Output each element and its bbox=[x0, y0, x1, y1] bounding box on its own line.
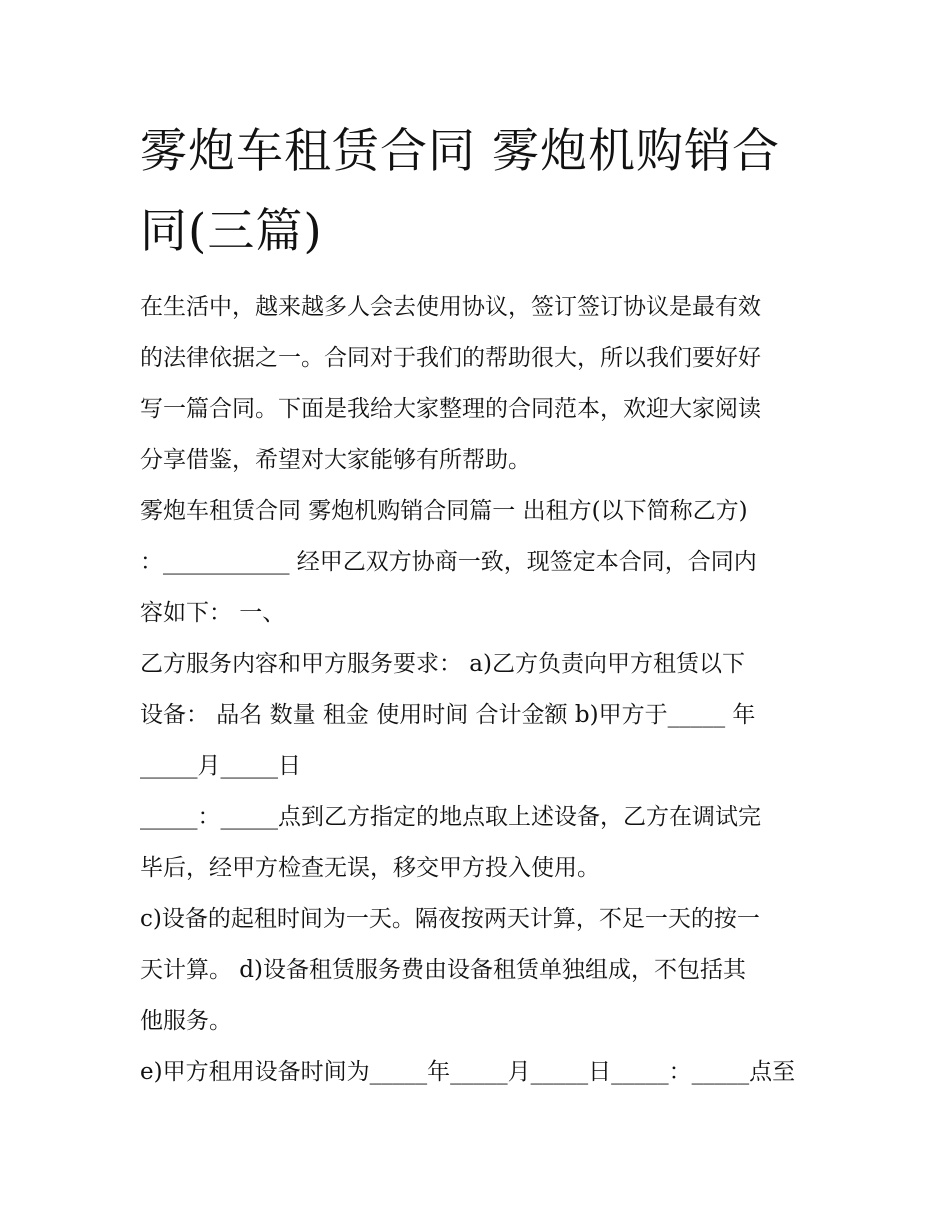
paragraph-rental-period bbox=[140, 1047, 815, 1098]
text-line: 容如下： 一、 bbox=[140, 600, 286, 626]
text-line: c)设备的起租时间为一天。隔夜按两天计算，不足一天的按一 bbox=[140, 906, 760, 932]
text-line: 分享借鉴，希望对大家能够有所帮助。 bbox=[140, 447, 531, 473]
text-line: 雾炮车租赁合同 雾炮机购销合同篇一 出租方(以下简称乙方) bbox=[140, 498, 748, 524]
paragraph-parties bbox=[140, 486, 815, 639]
document-page bbox=[140, 112, 815, 1098]
text-line: 设备： 品名 数量 租金 使用时间 合计金额 b)甲方于_____ 年 bbox=[140, 702, 756, 728]
text-line: e)甲方租用设备时间为_____年_____月_____日_____：_____点至 bbox=[140, 1059, 796, 1085]
text-line: 写一篇合同。下面是我给大家整理的合同范本，欢迎大家阅读 bbox=[140, 396, 761, 422]
document-title bbox=[140, 112, 815, 272]
text-line: 的法律依据之一。合同对于我们的帮助很大，所以我们要好好 bbox=[140, 345, 761, 371]
paragraph-pickup bbox=[140, 792, 815, 894]
text-line: _____月_____日 bbox=[140, 753, 301, 779]
text-line: _____：_____点到乙方指定的地点取上述设备，乙方在调试完 bbox=[140, 804, 761, 830]
title-line: 雾炮车租赁合同 雾炮机购销合 bbox=[140, 124, 780, 179]
paragraph-intro bbox=[140, 282, 815, 486]
text-line: ：___________ 经甲乙双方协商一致，现签定本合同，合同内 bbox=[140, 549, 757, 575]
text-line: 乙方服务内容和甲方服务要求： a)乙方负责向甲方租赁以下 bbox=[140, 651, 745, 677]
paragraph-service bbox=[140, 639, 815, 792]
text-line: 毕后，经甲方检查无误，移交甲方投入使用。 bbox=[140, 855, 600, 881]
text-line: 他服务。 bbox=[140, 1008, 232, 1034]
title-line: 同(三篇) bbox=[140, 204, 323, 259]
text-line: 天计算。 d)设备租赁服务费由设备租赁单独组成，不包括其 bbox=[140, 957, 747, 983]
text-line: 在生活中，越来越多人会去使用协议，签订签订协议是最有效 bbox=[140, 294, 761, 320]
paragraph-rental-time bbox=[140, 894, 815, 1047]
